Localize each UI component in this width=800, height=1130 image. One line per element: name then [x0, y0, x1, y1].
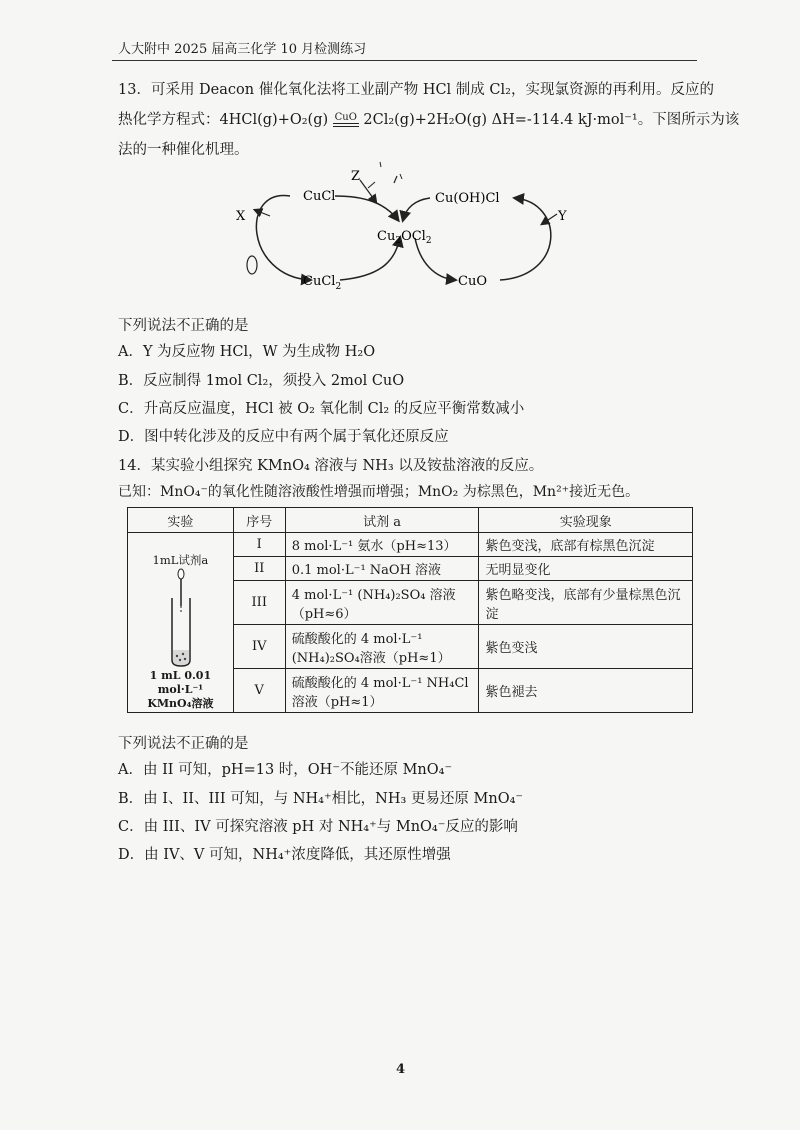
reagent-cell: 硫酸酸化的 4 mol·L⁻¹ (NH₄)₂SO₄溶液（pH≈1） — [285, 625, 479, 669]
phenomenon-cell: 紫色变浅 — [479, 625, 693, 669]
phenomenon-cell: 紫色变浅，底部有棕黑色沉淀 — [479, 533, 693, 557]
q13-option-b: B．反应制得 1mol Cl₂，须投入 2mol CuO — [118, 373, 405, 389]
page-number: 4 — [396, 1062, 406, 1077]
q13-option-d: D．图中转化涉及的反应中有两个属于氧化还原反应 — [118, 429, 449, 445]
catalyst-label: CuO — [334, 112, 357, 123]
catalytic-mechanism-diagram — [200, 158, 600, 303]
seq-cell: IV — [233, 625, 285, 669]
q13-equation-post: 2Cl₂(g)+2H₂O(g) ΔH=-114.4 kJ·mol⁻¹。下图所示为该 — [358, 112, 740, 128]
apparatus-cell — [128, 533, 234, 713]
q14-stem: 下列说法不正确的是 — [118, 736, 249, 752]
table-header-row — [128, 508, 693, 533]
header-rule — [112, 60, 697, 61]
apparatus-bottom-line2: KMnO₄溶液 — [147, 696, 214, 710]
seq-cell: II — [233, 557, 285, 581]
apparatus-bottom-label — [128, 669, 233, 711]
w-output-tick — [400, 174, 402, 179]
header-experiment: 实验 — [128, 508, 234, 533]
q13-option-a: A．Y 为反应物 HCl，W 为生成物 H₂O — [118, 344, 376, 360]
catalyst-condition — [333, 113, 359, 127]
apparatus-top-label: 1mL试剂a — [152, 552, 209, 567]
phenomenon-cell: 紫色褪去 — [479, 669, 693, 713]
label-cuo: CuO — [458, 274, 487, 289]
seq-cell: I — [233, 533, 285, 557]
header-seq: 序号 — [233, 508, 285, 533]
seq-cell: III — [233, 581, 285, 625]
equal-sign-bottom — [333, 126, 359, 127]
label-cu2ocl2: $Cu_2OCl_2$ — [377, 229, 432, 246]
table-row — [128, 533, 693, 557]
reagent-cell: 0.1 mol·L⁻¹ NaOH 溶液 — [285, 557, 479, 581]
label-z: Z — [351, 169, 361, 184]
q14-known: 已知：MnO₄⁻的氧化性随溶液酸性增强而增强；MnO₂ 为棕黑色，Mn²⁺接近无色。 — [118, 484, 640, 500]
w-output-mark-2 — [380, 162, 381, 167]
label-cuohcl: Cu(OH)Cl — [435, 191, 500, 206]
reagent-cell: 8 mol·L⁻¹ 氨水（pH≈13） — [285, 533, 479, 557]
exam-header: 人大附中 2025 届高三化学 10 月检测练习 — [118, 42, 367, 57]
q14-option-d: D．由 IV、V 可知，NH₄⁺浓度降低，其还原性增强 — [118, 847, 451, 863]
q13-stem: 下列说法不正确的是 — [118, 318, 249, 334]
q13-option-c: C．升高反应温度，HCl 被 O₂ 氧化制 Cl₂ 的反应平衡常数减小 — [118, 401, 525, 417]
phenomenon-cell: 无明显变化 — [479, 557, 693, 581]
cucl2-to-cu2ocl2-arrow — [340, 238, 400, 280]
header-reagent: 试剂 a — [285, 508, 479, 533]
cucl-to-cu2ocl2-arrow — [335, 196, 398, 220]
q14-line1: 14．某实验小组探究 KMnO₄ 溶液与 NH₃ 以及铵盐溶液的反应。 — [118, 458, 544, 474]
apparatus-bottom-line1: 1 mL 0.01 mol·L⁻¹ — [149, 668, 212, 696]
q14-option-a: A．由 II 可知，pH=13 时，OH⁻不能还原 MnO₄⁻ — [118, 762, 453, 778]
seq-cell: V — [233, 669, 285, 713]
reagent-cell: 硫酸酸化的 4 mol·L⁻¹ NH₄Cl 溶液（pH≈1） — [285, 669, 479, 713]
q13-line3: 法的一种催化机理。 — [118, 142, 249, 158]
label-cucl: CuCl — [303, 189, 336, 204]
left-cycle-arc — [256, 195, 310, 280]
w-output-mark — [368, 182, 375, 188]
q13-line1: 13．可采用 Deacon 催化氧化法将工业副产物 HCl 制成 Cl₂，实现氯资源的再利用。反应的 — [118, 82, 714, 98]
w-loop-mark — [247, 256, 257, 274]
phenomenon-cell: 紫色略变浅，底部有少量棕黑色沉淀 — [479, 581, 693, 625]
q14-option-b: B．由 I、II、III 可知，与 NH₄⁺相比，NH₃ 更易还原 MnO₄⁻ — [118, 791, 524, 807]
label-cucl2: CuCl$_2$ — [303, 274, 342, 292]
w-output-arrow — [394, 176, 397, 183]
q14-option-c: C．由 III、IV 可探究溶液 pH 对 NH₄⁺与 MnO₄⁻反应的影响 — [118, 819, 518, 835]
experiment-table — [127, 507, 693, 713]
header-phenomenon: 实验现象 — [479, 508, 693, 533]
cuohcl-to-cu2ocl2-arrow — [403, 198, 430, 220]
label-y: Y — [558, 209, 567, 224]
apparatus — [128, 548, 233, 710]
cu2ocl2-to-cuo-arrow — [415, 238, 455, 280]
q13-equation — [118, 110, 739, 130]
cuo-to-cuohcl-arrow — [500, 198, 551, 280]
reagent-cell: 4 mol·L⁻¹ (NH₄)₂SO₄ 溶液（pH≈6） — [285, 581, 479, 625]
label-x: X — [236, 209, 246, 224]
q13-equation-pre: 热化学方程式：4HCl(g)+O₂(g) — [118, 112, 333, 128]
test-tube-icon — [166, 568, 196, 668]
